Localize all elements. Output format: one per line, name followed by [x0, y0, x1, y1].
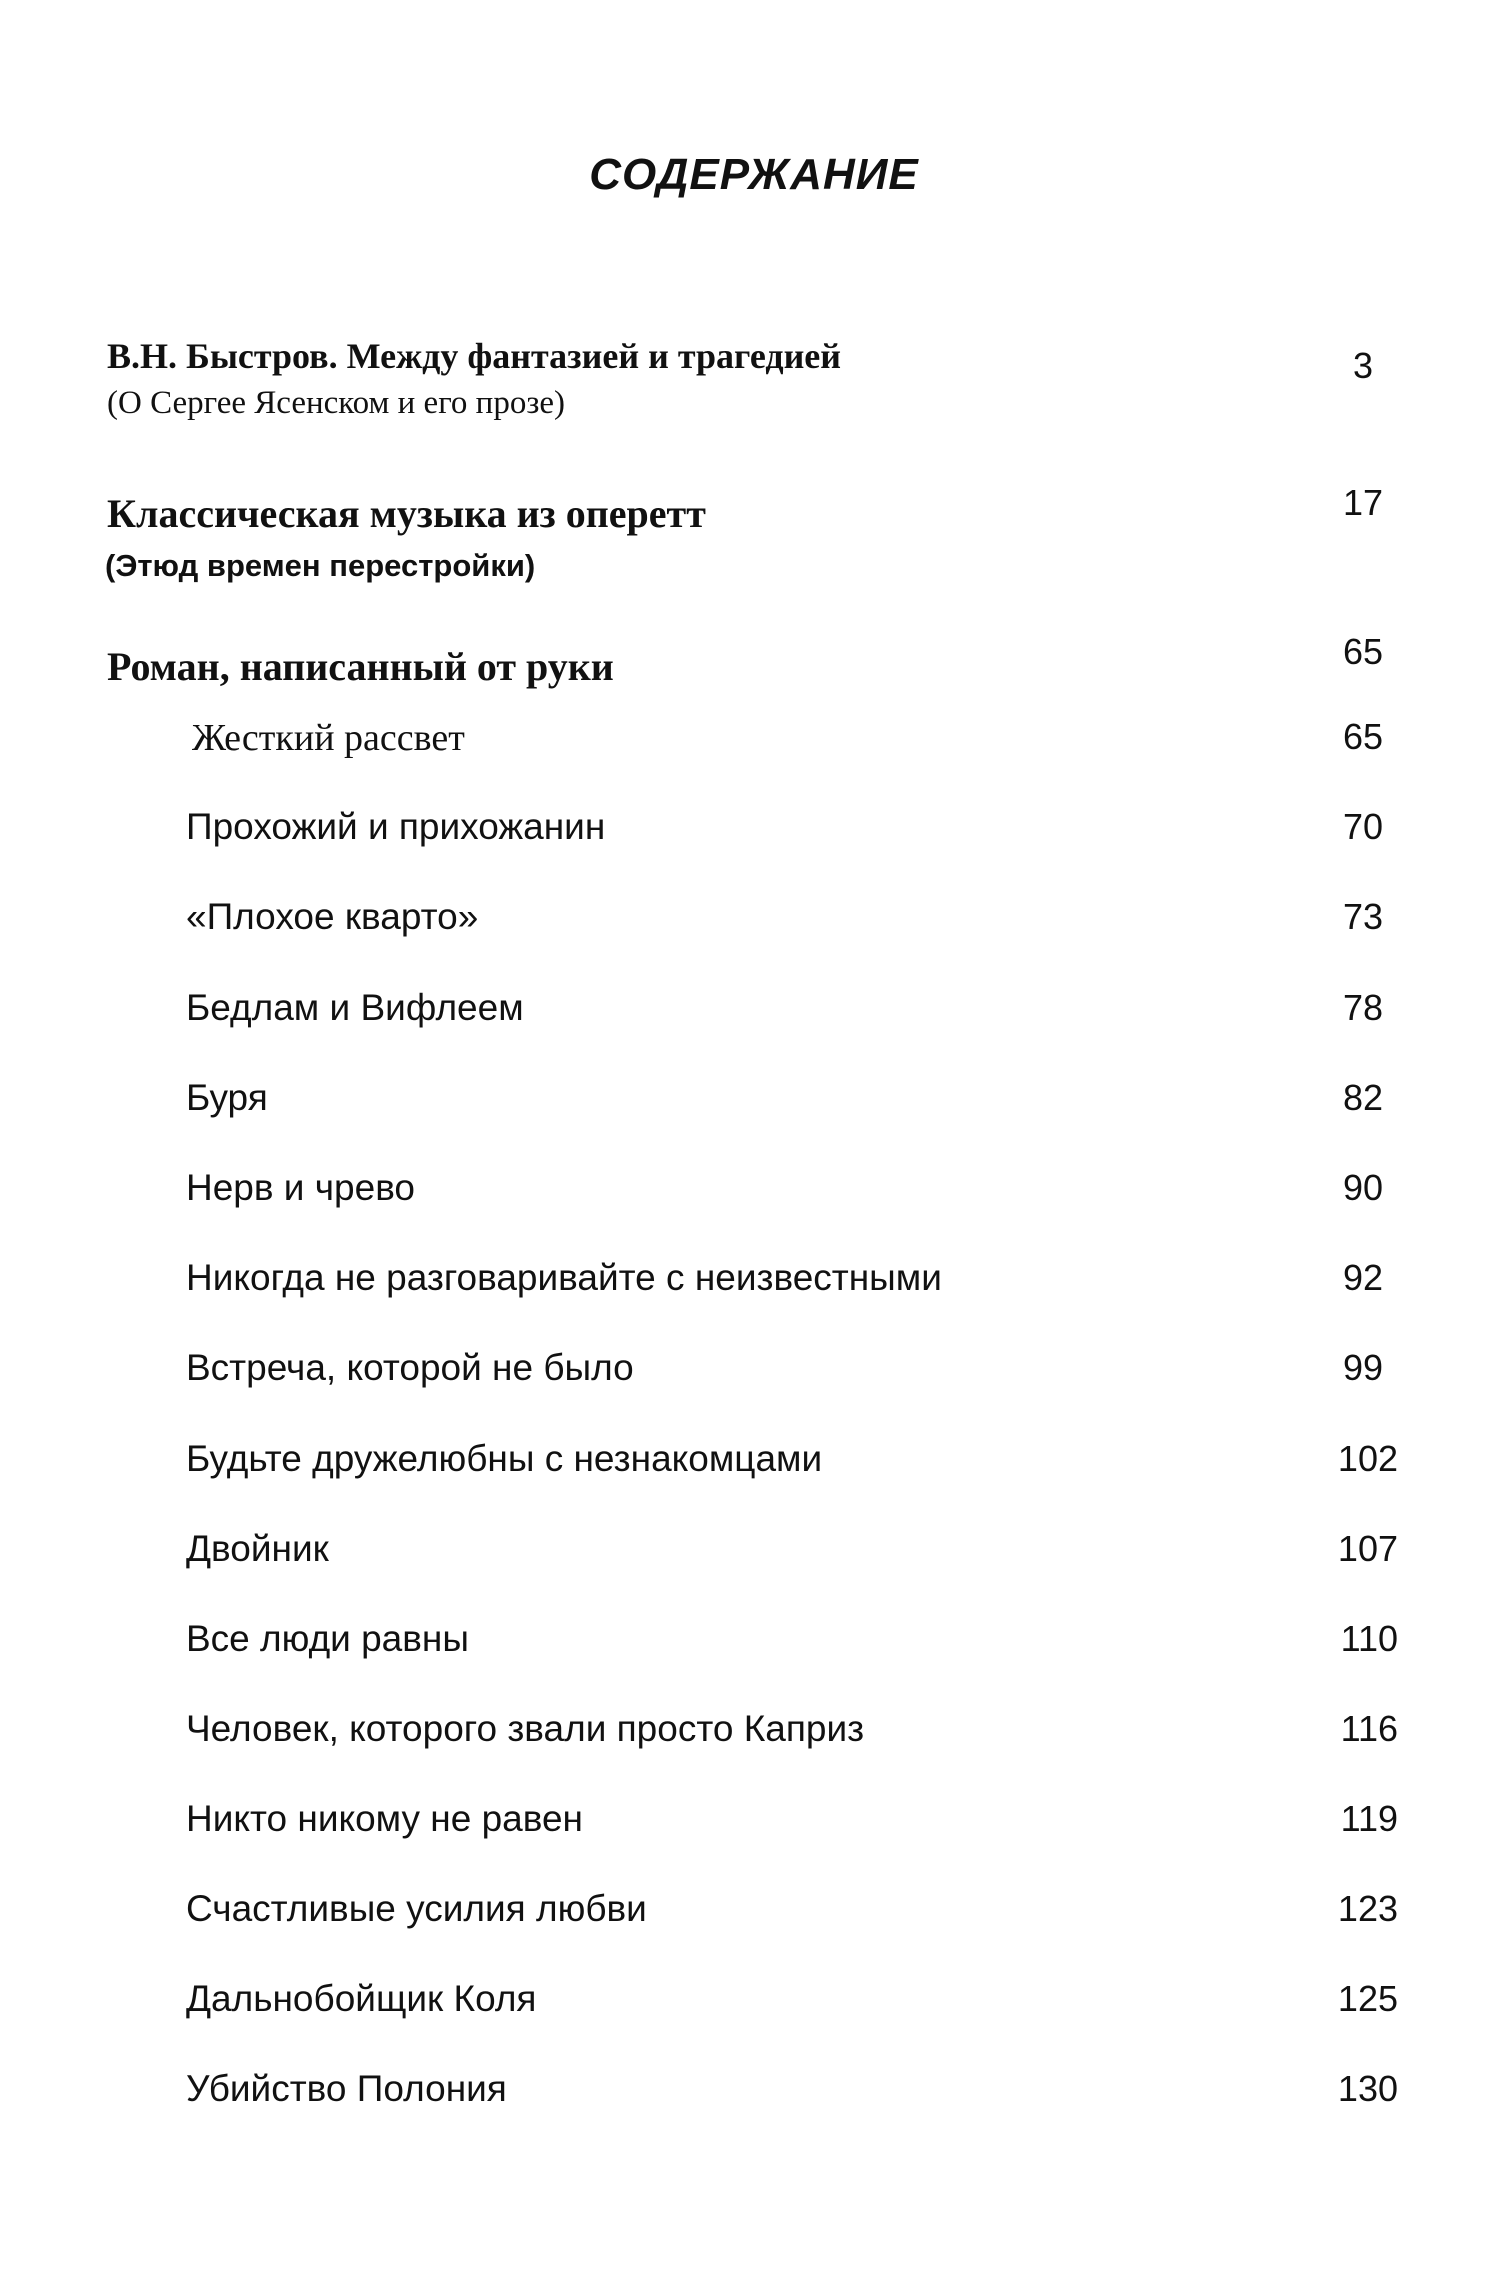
chapter-label: Счастливые усилия любви — [186, 1888, 647, 1929]
section-page-number: 65 — [1342, 631, 1383, 672]
chapter-label: Все люди равны — [186, 1618, 469, 1659]
chapter-label: Двойник — [186, 1528, 329, 1569]
section-subtitle: (Этюд времен перестройки) — [105, 548, 536, 583]
chapter-page-number: 123 — [1337, 1888, 1398, 1929]
chapter-page-number: 99 — [1342, 1347, 1383, 1388]
chapter-label: Никогда не разговаривайте с неизвестными — [186, 1257, 942, 1298]
chapter-label: Встреча, которой не было — [186, 1347, 634, 1388]
chapter-label: Буря — [186, 1077, 268, 1118]
section-page-number: 3 — [1352, 345, 1373, 386]
section-label: Классическая музыка из оперетт — [107, 491, 706, 536]
chapter-page-number: 70 — [1342, 806, 1383, 847]
chapter-page-number: 125 — [1337, 1978, 1398, 2019]
section-label: Роман, написанный от руки — [107, 644, 614, 689]
chapter-label: Бедлам и Вифлеем — [186, 987, 524, 1028]
section-subtitle: (О Сергее Ясенском и его прозе) — [107, 385, 566, 421]
chapter-label: Дальнобойщик Коля — [186, 1978, 537, 2019]
chapter-page-number: 116 — [1340, 1708, 1398, 1749]
chapter-page-number: 110 — [1340, 1618, 1398, 1659]
chapter-label: Нерв и чрево — [186, 1167, 416, 1208]
chapter-page-number: 73 — [1342, 896, 1383, 937]
chapter-label: Человек, которого звали просто Каприз — [186, 1708, 865, 1749]
chapter-page-number: 82 — [1342, 1077, 1383, 1118]
chapter-page-number: 107 — [1337, 1528, 1398, 1569]
section-label: В.Н. Быстров. Между фантазией и трагедией — [107, 336, 842, 376]
chapter-label: Жесткий рассвет — [192, 717, 465, 759]
chapter-page-number: 119 — [1340, 1798, 1398, 1839]
chapter-page-number: 65 — [1342, 716, 1383, 757]
chapter-page-number: 90 — [1342, 1167, 1383, 1208]
chapter-label: Никто никому не равен — [186, 1798, 583, 1839]
chapter-label: Прохожий и прихожанин — [186, 806, 606, 847]
chapter-label: «Плохое кварто» — [186, 896, 479, 937]
chapter-page-number: 92 — [1342, 1257, 1383, 1298]
page-title: СОДЕРЖАНИЕ — [589, 150, 919, 199]
chapter-page-number: 78 — [1342, 987, 1383, 1028]
section-page-number: 17 — [1342, 482, 1383, 523]
chapter-page-number: 102 — [1337, 1438, 1398, 1479]
chapter-page-number: 130 — [1337, 2068, 1398, 2109]
chapter-label: Убийство Полония — [186, 2068, 507, 2109]
chapter-label: Будьте дружелюбны с незнакомцами — [186, 1438, 823, 1479]
